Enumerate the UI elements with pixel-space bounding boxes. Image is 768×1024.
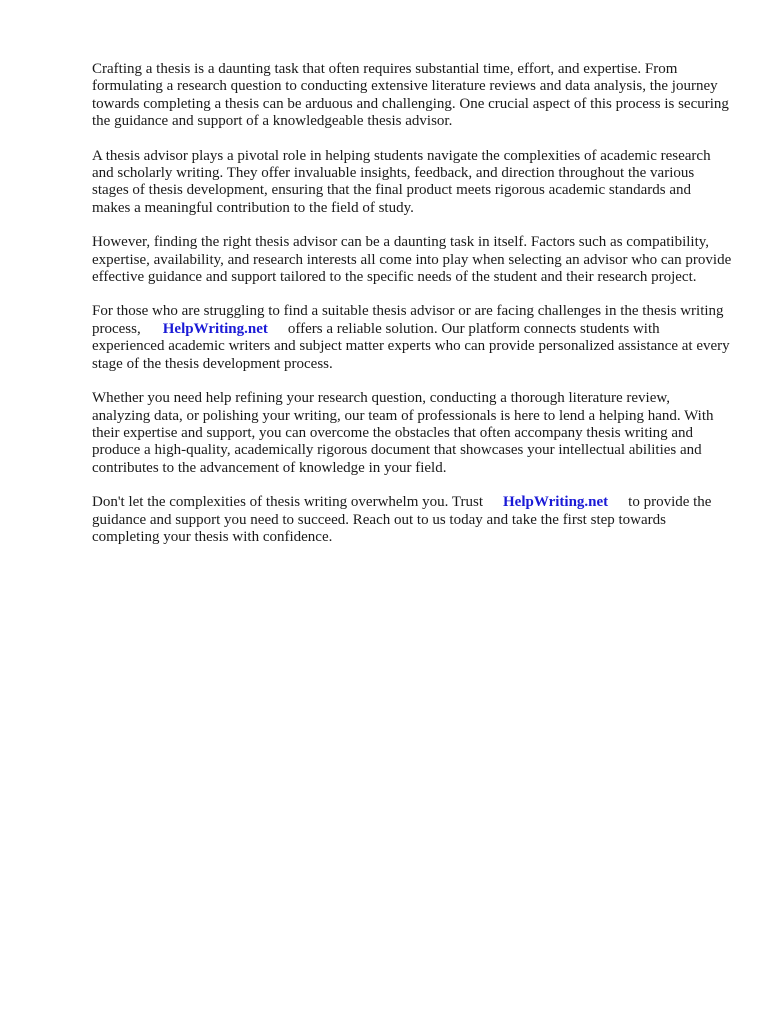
helpwriting-link[interactable]: HelpWriting.net (162, 320, 268, 337)
paragraph-advisor-role: A thesis advisor plays a pivotal role in helping students navigate the complexities of academic research and scholarly writing. They offer invaluable insights, feedback, and direction throughout the various stages of thesis development, ensuring that the final product meets rigorous academic standards and makes a meaningful contribution to the field of study. (92, 147, 711, 216)
paragraph-cta-after: to provide the guidance and support you need to succeed. Reach out to us today and take the first step towards completing your thesis with confidence. (92, 494, 712, 545)
paragraph-solution-after: offers a reliable solution. Our platform connects students with experienced academic writers and subject matter experts who can provide personalized assistance at every stage of the thesis development process. (92, 320, 730, 372)
paragraph-cta-before: Don't let the complexities of thesis writing overwhelm you. Trust (92, 494, 484, 511)
document-page (92, 61, 732, 563)
paragraph-help-details: Whether you need help refining your research question, conducting a thorough literature review, analyzing data, or polishing your writing, our team of professionals is here to lend a helping hand. With their expertise and support, you can overcome the obstacles that often accompany thesis writing and produce a high-quality, academically rigorous document that showcases your intellectual abilities and contributes to the advancement of knowledge in your field. (92, 390, 714, 476)
paragraph-solution (92, 303, 732, 373)
paragraph-solution-before: For those who are struggling to find a suitable thesis advisor or are facing challenges in the thesis writing process, (92, 303, 724, 337)
helpwriting-link-cta[interactable]: HelpWriting.net (503, 494, 609, 511)
paragraph-intro: Crafting a thesis is a daunting task that often requires substantial time, effort, and expertise. From formulating a research question to conducting extensive literature reviews and data analysis, the journey towards completing a thesis can be arduous and challenging. One crucial aspect of this process is securing the guidance and support of a knowledgeable thesis advisor. (92, 61, 729, 130)
paragraph-finding-advisor: However, finding the right thesis advisor can be a daunting task in itself. Factors such as compatibility, expertise, availability, and research interests all come into play when selecting an advisor who can provide effective guidance and support tailored to the specific needs of the student and their research project. (92, 234, 732, 286)
paragraph-call-to-action (92, 494, 732, 546)
